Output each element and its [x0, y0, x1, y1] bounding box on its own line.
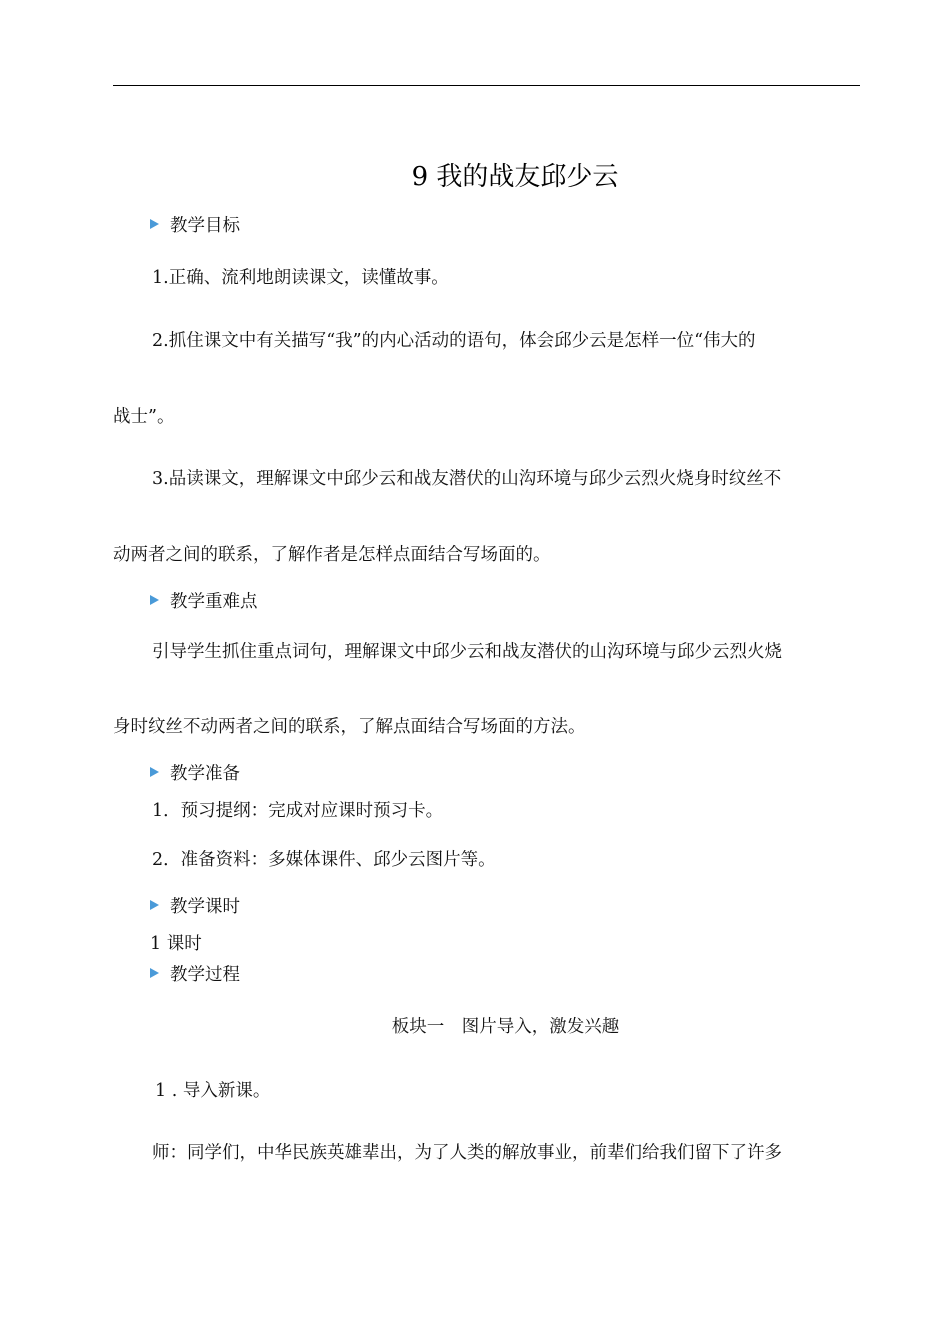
teacher-speech-line: 师：同学们，中华民族英雄辈出，为了人类的解放事业，前辈们给我们留下了许多	[152, 1143, 782, 1163]
section-heading-preparation	[150, 762, 240, 786]
heading-label: 教学重难点	[170, 592, 258, 612]
section-heading-objectives	[150, 214, 240, 238]
triangle-bullet-icon	[150, 900, 159, 910]
heading-label: 教学目标	[170, 216, 240, 236]
heading-label: 教学过程	[170, 965, 240, 985]
section-heading-key-points	[150, 590, 258, 614]
objective-item-3-line-1: 3.品读课文，理解课文中邱少云和战友潜伏的山沟环境与邱少云烈火烧身时纹丝不	[152, 469, 782, 489]
triangle-bullet-icon	[150, 219, 159, 229]
heading-label: 教学准备	[170, 764, 240, 784]
objective-item-2-line-1: 2.抓住课文中有关描写“我”的内心活动的语句，体会邱少云是怎样一位“伟大的	[152, 331, 756, 351]
section-heading-periods	[150, 895, 240, 919]
heading-label: 教学课时	[170, 897, 240, 917]
periods-value: 1 课时	[150, 934, 202, 954]
objective-item-2-line-2: 战士”。	[113, 407, 175, 427]
key-points-line-2: 身时纹丝不动两者之间的联系，了解点面结合写场面的方法。	[113, 717, 586, 737]
triangle-bullet-icon	[150, 767, 159, 777]
preparation-item-2: 2．准备资料：多媒体课件、邱少云图片等。	[152, 850, 496, 870]
block-title: 板块一 图片导入，激发兴趣	[391, 1017, 620, 1037]
preparation-item-1: 1．预习提纲：完成对应课时预习卡。	[152, 801, 444, 821]
process-step-1: 1 . 导入新课。	[155, 1081, 271, 1101]
objective-item-3-line-2: 动两者之间的联系，了解作者是怎样点面结合写场面的。	[113, 545, 551, 565]
triangle-bullet-icon	[150, 968, 159, 978]
key-points-line-1: 引导学生抓住重点词句，理解课文中邱少云和战友潜伏的山沟环境与邱少云烈火烧	[152, 642, 782, 662]
objective-item-1: 1.正确、流利地朗读课文，读懂故事。	[152, 268, 449, 288]
section-heading-process	[150, 963, 240, 987]
triangle-bullet-icon	[150, 595, 159, 605]
page-title: 9 我的战友邱少云	[411, 162, 619, 192]
header-rule	[113, 85, 860, 86]
